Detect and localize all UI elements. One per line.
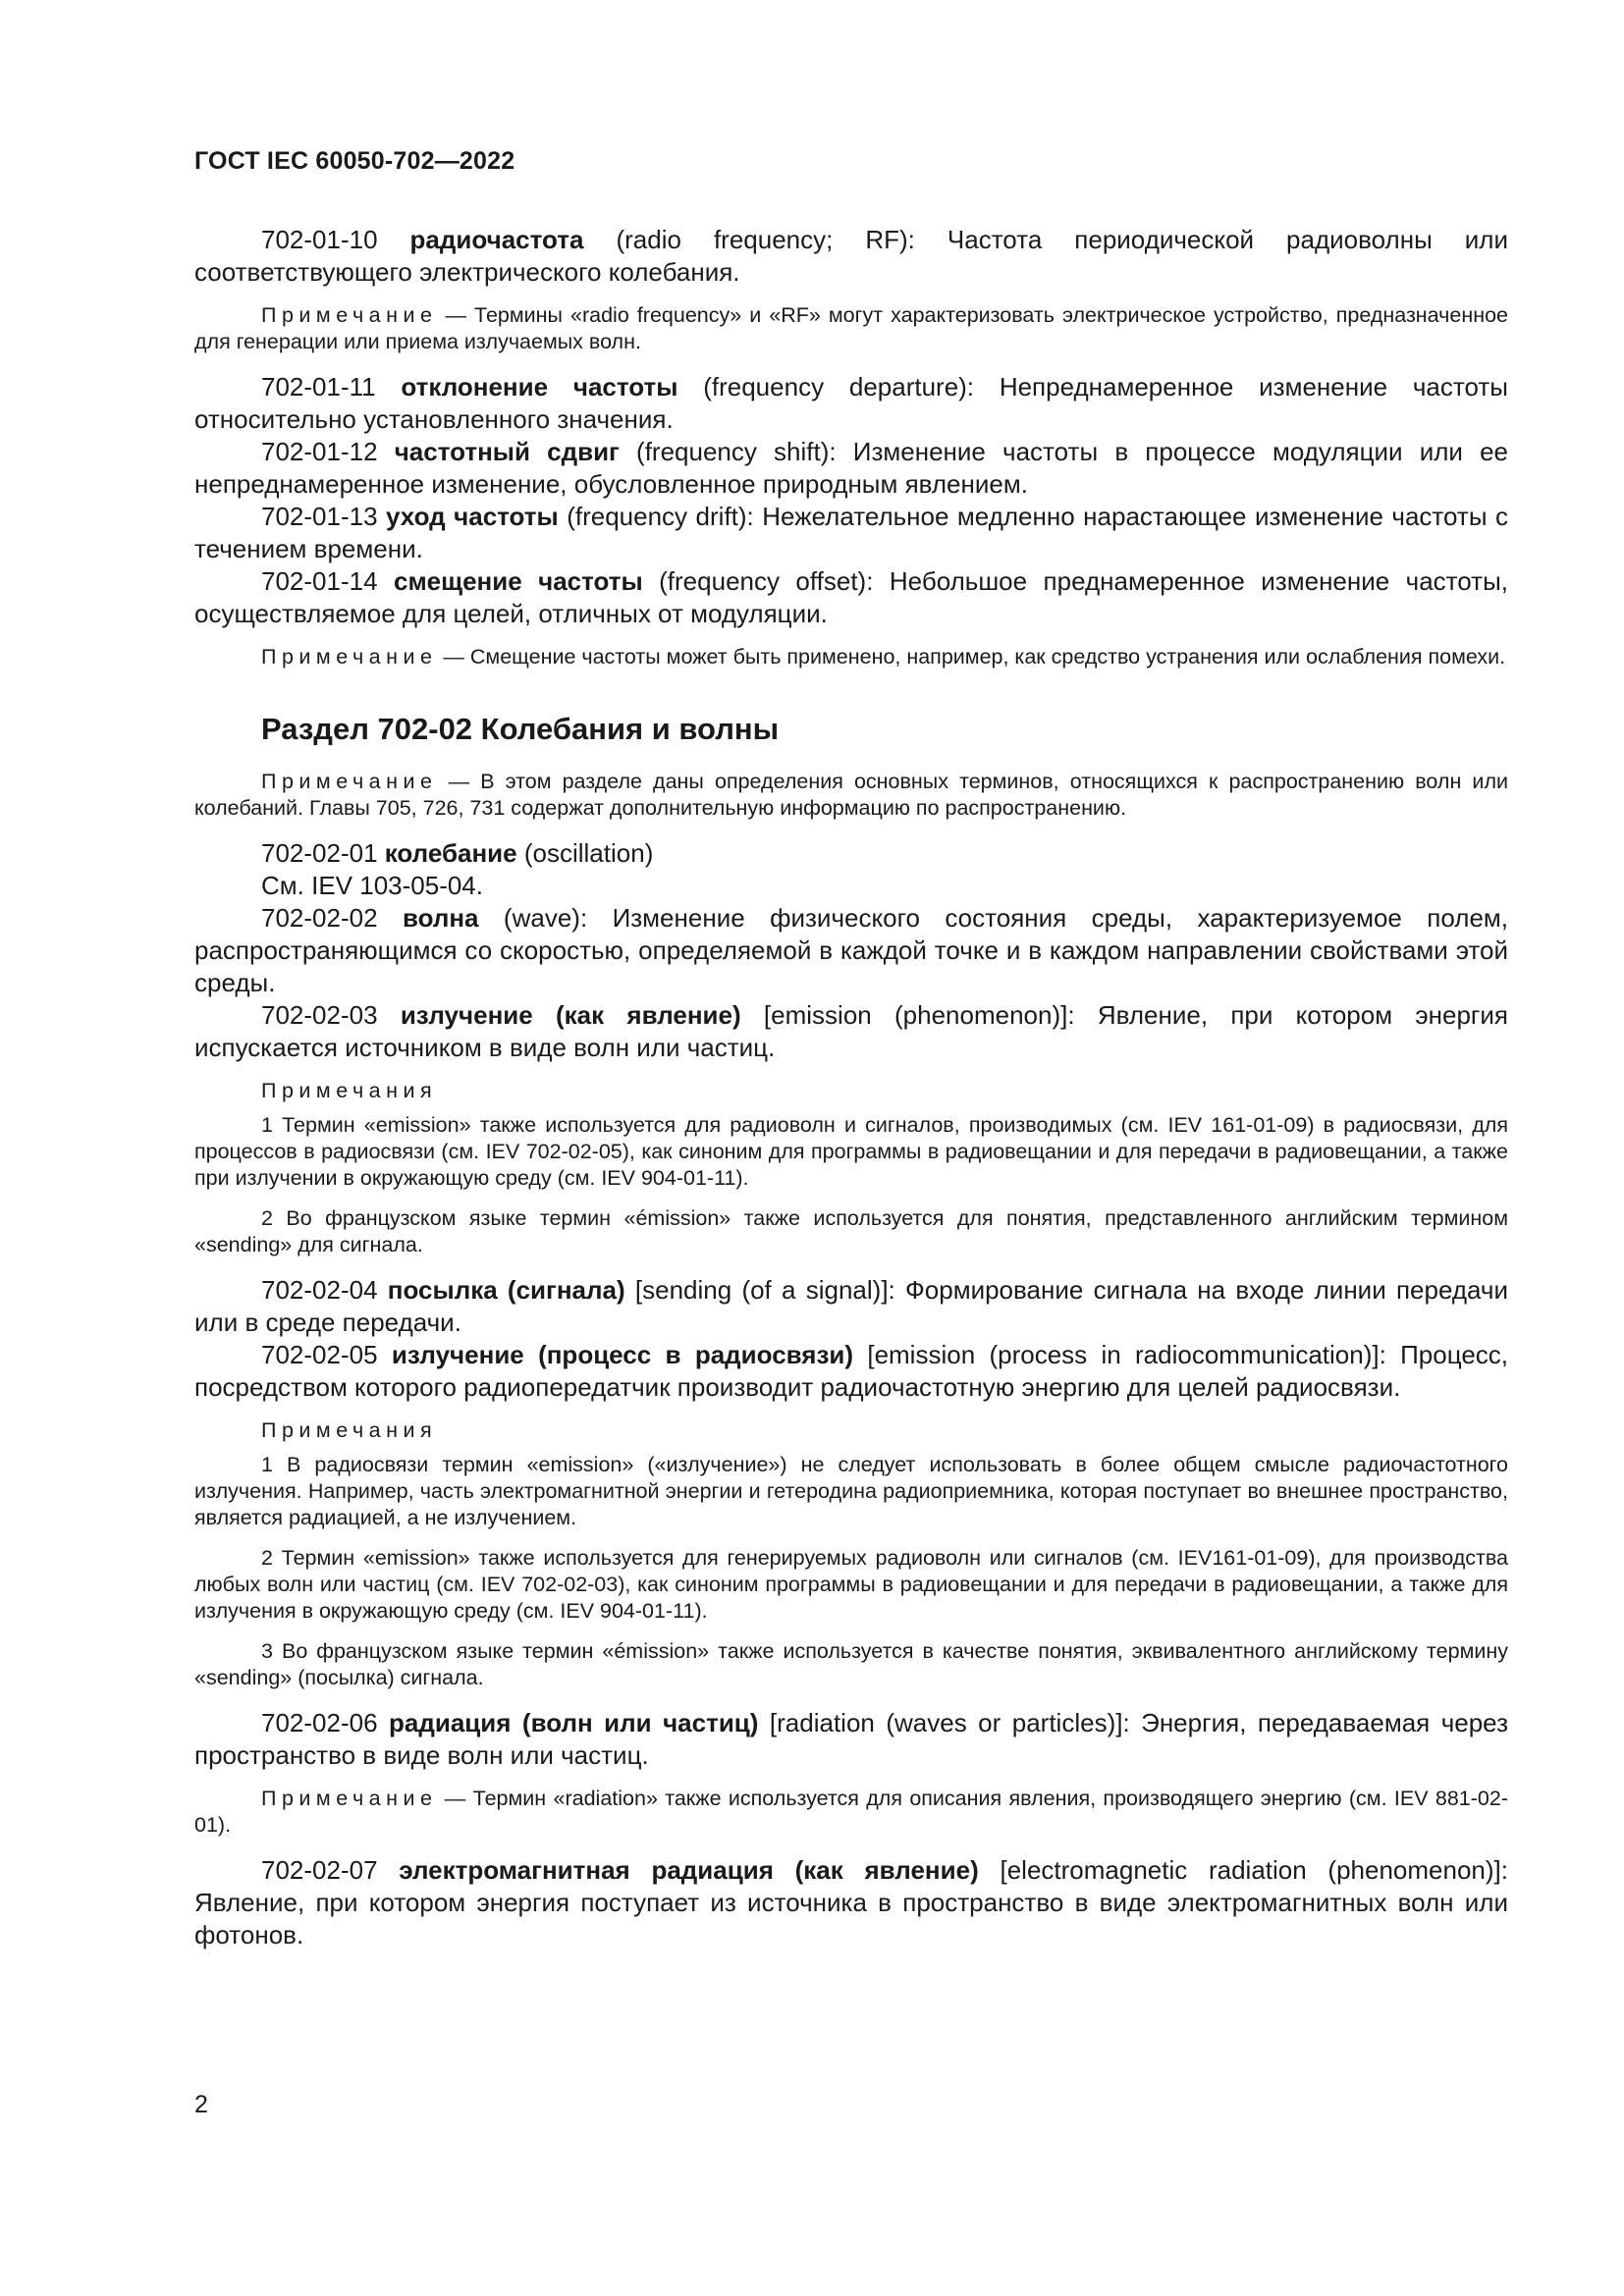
note-702-02-05-1: 1 В радиосвязи термин «emission» («излучение») не следует использовать в более общем смысле радиочастотного излучения. Например, часть электромагнитной энергии и гетеродина радиоприемника, которая поступает во внешнее пространство, является радиацией, а не излучением. (194, 1453, 1508, 1529)
term-definition: (frequency offset): Небольшое преднамеренное изменение частоты, осуществляемое для целей, отличных от модуляции. (194, 566, 1508, 628)
term-entry-702-01-10 (194, 224, 1508, 289)
term-definition: (frequency departure): Непреднамеренное изменение частоты относительно установленного значения. (194, 372, 1508, 434)
term-name: отклонение частоты (401, 372, 678, 401)
note-dash: — (437, 1787, 473, 1810)
term-entry-702-02-04 (194, 1274, 1508, 1339)
term-entry-702-02-05 (194, 1339, 1508, 1404)
document-header: ГОСТ IEC 60050-702—2022 (194, 147, 515, 175)
note-702-02-03-2: 2 Во французском языке термин «émission» также используется для понятия, представленного английским термином «sending» для сигнала. (194, 1206, 1508, 1256)
note-text: Смещение частоты может быть применено, например, как средство устранения или ослабления помехи. (469, 645, 1506, 668)
notes-heading: Примечания (261, 1079, 438, 1102)
page-number: 2 (194, 2091, 208, 2118)
term-name: радиочастота (409, 225, 584, 254)
term-entry-702-02-06 (194, 1707, 1508, 1772)
term-number: 702-02-07 (261, 1855, 400, 1885)
term-name: колебание (384, 838, 517, 868)
note-text: Термин «radiation» также используется для описания явления, производящего энергию (см. IEV 881-02-01). (194, 1787, 1508, 1837)
section-title: Раздел 702-02 Колебания и волны (261, 712, 780, 746)
term-name: радиация (волн или частиц) (389, 1708, 759, 1737)
term-number: 702-02-05 (261, 1340, 392, 1369)
term-number: 702-01-11 (261, 372, 402, 401)
term-number: 702-02-03 (261, 1000, 401, 1030)
note-label: Примечание (261, 770, 438, 793)
term-entry-702-01-12 (194, 436, 1508, 501)
term-name: излучение (как явление) (400, 1000, 741, 1030)
term-definition: (radio frequency; RF): Частота периодической радиоволны или соответствующего электрического колебания. (194, 225, 1508, 287)
term-number: 702-01-10 (261, 225, 410, 254)
term-definition: (frequency shift): Изменение частоты в процессе модуляции или ее непреднамеренное изменение, обусловленное природным явлением. (194, 437, 1508, 499)
term-entry-702-02-01 (194, 837, 1508, 870)
term-name: волна (402, 903, 479, 933)
term-definition: [sending (of a signal)]: Формирование сигнала на входе линии передачи или в среде передачи. (194, 1275, 1508, 1337)
term-see-reference: См. IEV 103-05-04. (261, 871, 483, 900)
term-name: излучение (процесс в радиосвязи) (391, 1340, 854, 1369)
term-number: 702-02-02 (261, 903, 403, 933)
term-number: 702-02-04 (261, 1275, 388, 1305)
term-definition: (wave): Изменение физического состояния среды, характеризуемое полем, распространяющимся со скоростью, определяемой в каждой точке и в каждом направлении свойствами этой среды. (194, 903, 1508, 997)
term-entry-702-02-02 (194, 902, 1508, 999)
note-label: Примечание (261, 1787, 438, 1810)
term-entry-702-01-11 (194, 371, 1508, 436)
term-number: 702-01-12 (261, 437, 395, 466)
note-label: Примечание (261, 645, 438, 668)
term-name: частотный сдвиг (394, 437, 620, 466)
term-number: 702-01-14 (261, 566, 394, 596)
term-name: электромагнитная радиация (как явление) (399, 1855, 979, 1885)
document-body (194, 224, 1508, 1951)
term-entry-702-01-14 (194, 565, 1508, 630)
note-702-02-05-3: 3 Во французском языке термин «émission» также используется в качестве понятия, эквивалентного английскому термину «sending» (посылка) сигнала. (194, 1639, 1508, 1689)
notes-heading: Примечания (261, 1418, 438, 1442)
note-label: Примечание (261, 303, 438, 327)
note-text: Термины «radio frequency» и «RF» могут характеризовать электрическое устройство, предназначенное для генерации или приема излучаемых волн. (194, 303, 1508, 353)
note-702-01-10 (194, 302, 1508, 355)
term-number: 702-02-06 (261, 1708, 390, 1737)
note-dash: — (437, 770, 481, 793)
term-entry-702-02-07 (194, 1854, 1508, 1951)
note-dash: — (437, 645, 470, 668)
term-number: 702-02-01 (261, 838, 385, 868)
term-definition: (frequency drift): Нежелательное медленно нарастающее изменение частоты с течением времени. (194, 502, 1508, 563)
note-dash: — (437, 303, 475, 327)
term-definition: (oscillation) (516, 838, 654, 868)
term-definition: [emission (process in radiocommunication)]: Процесс, посредством которого радиопередатчик производит радиочастотную энергию для целей радиосвязи. (194, 1340, 1509, 1402)
note-702-02-05-2: 2 Термин «emission» также используется для генерируемых радиоволн или сигналов (см. IEV161-01-09), для производства любых волн или частиц (см. IEV 702-02-03), как синоним программы в радиовещании и для передачи в радиовещании, а также для излучения в окружающую среду (см. IEV 904-01-11). (194, 1546, 1508, 1623)
term-entry-702-02-03 (194, 999, 1508, 1064)
note-section-702-02 (194, 769, 1508, 822)
term-number: 702-01-13 (261, 502, 387, 531)
term-entry-702-01-13 (194, 501, 1508, 565)
term-name: уход частоты (386, 502, 559, 531)
note-702-02-03-1: 1 Термин «emission» также используется для радиоволн и сигналов, производимых (см. IEV 161-01-09) в радиосвязи, для процессов в радиосвязи (см. IEV 702-02-05), как синоним для программы в радиовещании и для передачи в радиовещании, а также при излучении в окружающую среду (см. IEV 904-01-11). (194, 1113, 1508, 1190)
term-definition: [electromagnetic radiation (phenomenon)]: Явление, при котором энергия поступает из источника в пространство в виде электромагнитных волн или фотонов. (194, 1855, 1508, 1949)
note-702-02-06 (194, 1786, 1508, 1839)
term-name: смещение частоты (393, 566, 643, 596)
term-definition: [radiation (waves or particles)]: Энергия, передаваемая через пространство в виде волн или частиц. (194, 1708, 1508, 1770)
term-definition: [emission (phenomenon)]: Явление, при котором энергия испускается источником в виде волн или частиц. (194, 1000, 1508, 1062)
note-702-01-14 (194, 644, 1508, 670)
term-name: посылка (сигнала) (387, 1275, 625, 1305)
note-text: В этом разделе даны определения основных терминов, относящихся к распространению волн или колебаний. Главы 705, 726, 731 содержат дополнительную информацию по распространению. (194, 770, 1509, 820)
